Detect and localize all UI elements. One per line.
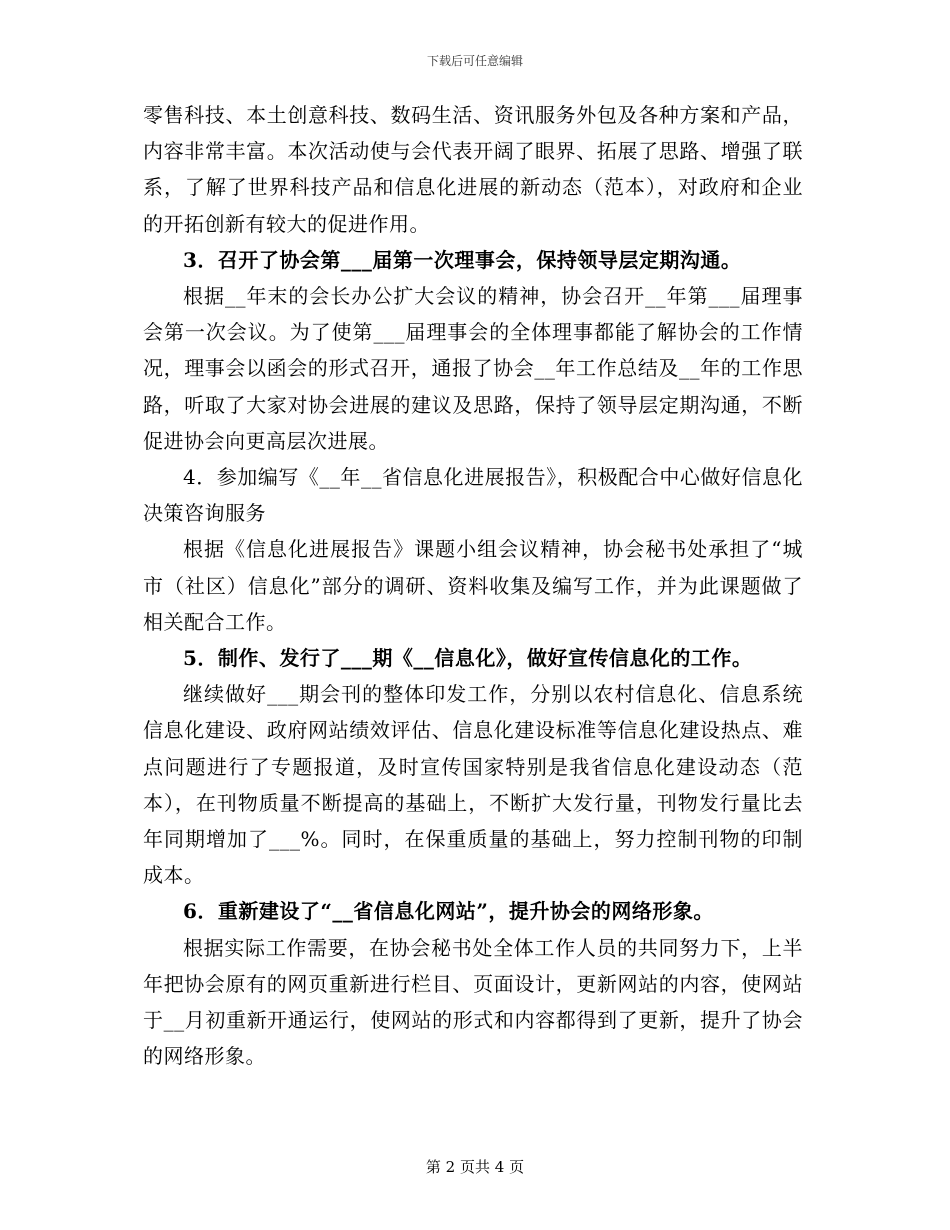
section-heading-5: 5．制作、发行了___期《__信息化》，做好宣传信息化的工作。 bbox=[183, 646, 753, 671]
page-header-note: 下载后可任意编辑 bbox=[426, 54, 523, 68]
paragraph-continuation: 零售科技、本土创意科技、数码生活、资讯服务外包及各种方案和产品，内容非常丰富。本次活动使与会代表开阔了眼界、拓展了思路、增强了联系，了解了世界科技产品和信息化进展的新动态（范本），对政府和企业的开拓创新有较大的促进作用。 bbox=[143, 103, 803, 236]
paragraph-report: 根据《信息化进展报告》课题小组会议精神，协会秘书处承担了“城市（社区）信息化”部分的调研、资料收集及编写工作，并为此课题做了相关配合工作。 bbox=[143, 537, 803, 634]
paragraph-council-meeting: 根据__年末的会长办公扩大会议的精神，协会召开__年第___届理事会第一次会议。为了使第___届理事会的全体理事都能了解协会的工作情况，理事会以函会的形式召开，通报了协会__年工作总结及__年的工作思路，听取了大家对协会进展的建议及思路，保持了领导层定期沟通，不断促进协会向更高层次进展。 bbox=[143, 284, 803, 453]
document-body bbox=[143, 97, 803, 1074]
paragraph-publication: 继续做好___期会刊的整体印发工作，分别以农村信息化、信息系统信息化建设、政府网站绩效评估、信息化建设标准等信息化建设热点、难点问题进行了专题报道，及时宣传国家特别是我省信息化建设动态（范本），在刊物质量不断提高的基础上，不断扩大发行量，刊物发行量比去年同期增加了___%。同时，在保重质量的基础上，努力控制刊物的印制成本。 bbox=[143, 682, 803, 888]
section-heading-4: 4．参加编写《__年__省信息化进展报告》，积极配合中心做好信息化决策咨询服务 bbox=[143, 465, 803, 526]
section-heading-6: 6．重新建设了“__省信息化网站”，提升协会的网络形象。 bbox=[183, 899, 714, 924]
paragraph-website: 根据实际工作需要，在协会秘书处全体工作人员的共同努力下，上半年把协会原有的网页重新进行栏目、页面设计，更新网站的内容，使网站于__月初重新开通运行，使网站的形式和内容都得到了更新，提升了协会的网络形象。 bbox=[143, 935, 803, 1069]
section-heading-3: 3．召开了协会第___届第一次理事会，保持领导层定期沟通。 bbox=[183, 247, 742, 272]
page-number: 第 2 页共 4 页 bbox=[425, 1158, 525, 1176]
